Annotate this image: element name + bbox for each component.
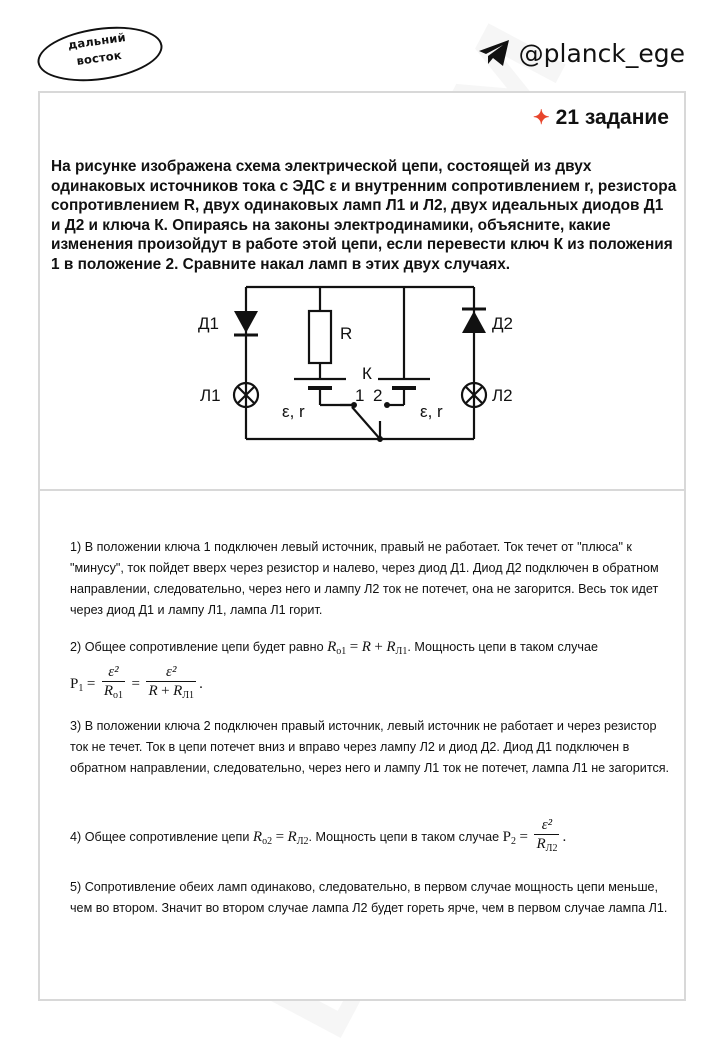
label-src-left: ε, r bbox=[282, 402, 305, 421]
fraction-num: ε² bbox=[534, 817, 559, 835]
fraction bbox=[102, 664, 125, 705]
formula-sub: Л2 bbox=[296, 835, 309, 847]
formula-P: P bbox=[70, 675, 79, 692]
solution-step-4 bbox=[70, 817, 670, 858]
formula-plus: + bbox=[374, 639, 383, 655]
formula-sub: о1 bbox=[336, 646, 347, 657]
label-k: К bbox=[362, 364, 372, 383]
label-d2: Д2 bbox=[492, 314, 513, 333]
solution-step-2 bbox=[70, 637, 670, 705]
formula-plus: + bbox=[161, 683, 170, 699]
step2-text: 2) Общее сопротивление цепи будет равно bbox=[70, 640, 324, 654]
channel-handle[interactable] bbox=[477, 38, 685, 68]
handle-text: @planck_ege bbox=[518, 38, 685, 68]
task-label: 21 задание bbox=[555, 105, 669, 129]
sparkle-icon: ✦ bbox=[532, 107, 550, 129]
fraction bbox=[534, 817, 559, 858]
formula-sub: о2 bbox=[262, 835, 273, 847]
label-pos1: 1 bbox=[355, 386, 365, 405]
solution-step-5: 5) Сопротивление обеих ламп одинаково, следовательно, в первом случае мощность цепи меньше, чем во втором. Значит во втором случае лампа Л2 будет гореть ярче, чем в первом случае лампа Л1. bbox=[70, 880, 668, 915]
formula-eq: = bbox=[86, 675, 96, 692]
fraction-num: ε² bbox=[146, 664, 196, 682]
formula-dot: . bbox=[199, 675, 203, 692]
task-card bbox=[38, 91, 686, 491]
label-src-right: ε, r bbox=[420, 402, 443, 421]
telegram-icon bbox=[477, 38, 511, 68]
formula-sub: о1 bbox=[112, 690, 123, 701]
formula-R: R bbox=[327, 639, 337, 655]
fraction-num: ε² bbox=[102, 664, 125, 682]
formula-sub: Л1 bbox=[395, 646, 408, 657]
formula-eq: = bbox=[349, 639, 359, 655]
formula-R: R bbox=[361, 639, 371, 655]
formula-eq: = bbox=[131, 675, 140, 692]
step4-text: 4) Общее сопротивление цепи bbox=[70, 829, 250, 844]
label-pos2: 2 bbox=[373, 386, 383, 405]
logo-line2: восток bbox=[75, 47, 123, 69]
formula-sub: 2 bbox=[511, 835, 517, 847]
formula-R: R bbox=[252, 828, 263, 845]
step2-mid: . Мощность цепи в таком случае bbox=[407, 640, 598, 654]
problem-text: На рисунке изображена схема электрической цепи, состоящей из двух одинаковых источников тока с ЭДС ε и внутренним сопротивлением r, резистора сопротивлением R, двух одинаковых ламп Л1 и Л2, двух идеальных диодов Д1 и Д2 и ключа К. Опираясь на законы электродинамики, объясните, какие изменения произойдут в работе этой цепи, если перевести ключ К из положения 1 в положение 2. Сравните накал ламп в этих двух случаях. bbox=[51, 158, 677, 273]
solution-card bbox=[38, 491, 686, 1001]
solution-step-1: 1) В положении ключа 1 подключен левый источник, правый не работает. Ток течет от "плюса" к "минусу", ток пойдет вверх через резистор и налево, через диод Д1. Диод Д2 подключен в обратном направлении, следовательно, через него и лампу Л2 ток не потечет, она не загорится. Весь ток идет через диод Д1 и лампу Л1, лампа Л1 горит. bbox=[70, 540, 659, 617]
formula-R: R bbox=[287, 828, 297, 845]
task-number bbox=[533, 105, 669, 130]
formula-dot: . bbox=[562, 828, 567, 845]
solution-step-3: 3) В положении ключа 2 подключен правый источник, левый источник не работает и через резистор ток не течет. Ток в цепи потечет вниз и вправо через лампу Л2 и диод Д2. Диод Д1 подключен в обратном направлении, следовательно, через него и лампу Л1 ток не потечет, лампа Л1 не загорится. bbox=[70, 719, 670, 775]
formula-R: R bbox=[386, 639, 396, 655]
label-l1: Л1 bbox=[200, 386, 221, 405]
formula-eq: = bbox=[275, 828, 285, 845]
circuit-diagram bbox=[190, 281, 570, 451]
formula-R: R bbox=[148, 683, 158, 699]
step4-mid: . Мощность цепи в таком случае bbox=[308, 829, 500, 844]
label-r: R bbox=[340, 324, 353, 343]
formula-R: R bbox=[103, 683, 113, 699]
fraction bbox=[146, 664, 196, 705]
label-l2: Л2 bbox=[492, 386, 513, 405]
formula-R: R bbox=[536, 836, 546, 852]
label-d1: Д1 bbox=[198, 314, 219, 333]
formula-R: R bbox=[173, 683, 183, 699]
formula-sub: Л1 bbox=[182, 690, 195, 701]
formula-sub: 1 bbox=[78, 682, 84, 694]
formula-eq: = bbox=[519, 828, 528, 845]
formula-sub: Л2 bbox=[545, 843, 558, 854]
logo-line1: дальний bbox=[66, 30, 127, 53]
formula-P: P bbox=[502, 828, 512, 845]
